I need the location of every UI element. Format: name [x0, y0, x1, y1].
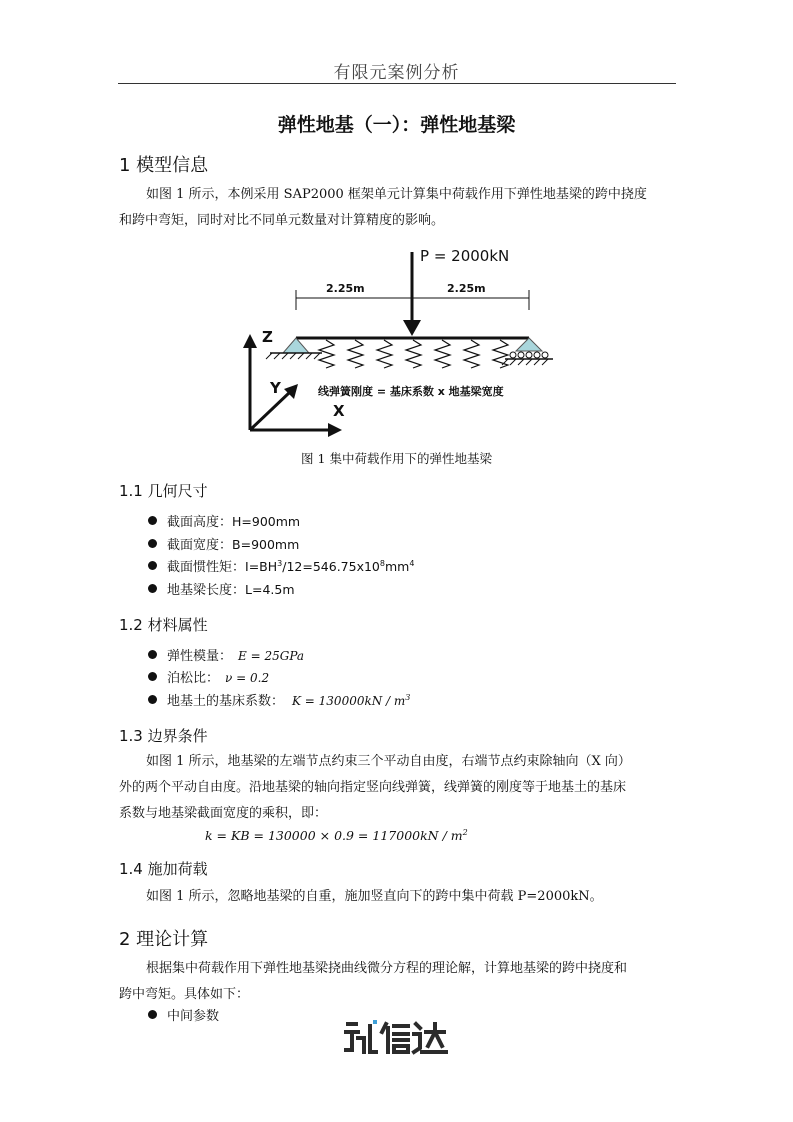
left-pin-support — [283, 338, 309, 353]
paragraph-line: 根据集中荷载作用下弹性地基梁挠曲线微分方程的理论解，计算地基梁的跨中挠度和 — [146, 961, 628, 976]
x-axis-label: X — [333, 402, 345, 420]
list-item — [148, 579, 295, 598]
right-rollers — [510, 352, 548, 358]
section-1-2-heading: 1.2 材料属性 — [119, 616, 208, 634]
list-item — [148, 690, 410, 709]
bullet-icon — [148, 695, 157, 704]
list-item — [148, 511, 300, 530]
bullet-icon — [148, 650, 157, 659]
bullet-icon — [148, 584, 157, 593]
section-1-heading: 1 模型信息 — [119, 155, 209, 176]
bullet-icon — [148, 672, 157, 681]
z-axis-arrow — [243, 334, 257, 348]
item-label: 截面高度： — [167, 515, 233, 530]
section-1-4-body — [119, 884, 675, 910]
list-item — [148, 556, 414, 575]
header-title: 有限元案例分析 — [333, 63, 460, 83]
item-value: $I=BH^3/12=546.75x10^8mm^4$ — [245, 558, 415, 574]
paragraph-line: 如图 1 所示，地基梁的左端节点约束三个平动自由度，右端节点约束除轴向（X 向） — [146, 754, 631, 769]
y-axis-label: Y — [270, 379, 281, 397]
intro-line-1: 如图 1 所示，本例采用 SAP2000 框架单元计算集中荷载作用下弹性地基梁的跨中挠度 — [146, 187, 647, 202]
spring-stiffness-note: 线弹簧刚度 = 基床系数 x 地基梁宽度 — [318, 385, 504, 398]
bullet-icon — [148, 561, 157, 570]
spring — [406, 340, 421, 368]
logo-mark-icon — [342, 1018, 452, 1058]
item-label: 截面宽度： — [167, 538, 233, 553]
item-label: 泊松比： — [167, 671, 220, 686]
item-label: 截面惯性矩： — [167, 560, 246, 575]
x-axis-arrow — [328, 423, 342, 437]
spring — [493, 340, 508, 368]
item-label: 地基梁长度： — [167, 583, 246, 598]
list-item — [148, 645, 304, 664]
section-1-3-heading: 1.3 边界条件 — [119, 727, 208, 745]
spring — [435, 340, 450, 368]
item-value: L=4.5m — [245, 582, 295, 597]
item-label: 中间参数 — [167, 1009, 220, 1024]
spring — [377, 340, 392, 368]
load-arrow-head — [403, 320, 421, 336]
item-label: 地基土的基床系数： — [167, 694, 285, 709]
section-1-intro — [119, 182, 675, 234]
spring — [319, 340, 334, 368]
figure-1-diagram — [0, 238, 793, 443]
document-title: 弹性地基（一）：弹性地基梁 — [277, 114, 516, 136]
dim-label-left: 2.25m — [326, 282, 365, 295]
paragraph-line: 如图 1 所示，忽略地基梁的自重，施加竖直向下的跨中集中荷载 P=2000kN。 — [146, 889, 603, 904]
section-1-3-body — [119, 749, 675, 827]
right-roller-support — [516, 338, 542, 351]
section-2-heading: 2 理论计算 — [119, 929, 209, 950]
right-ground-hatch — [502, 359, 548, 365]
paragraph-line: 跨中弯矩。具体如下： — [119, 987, 250, 1002]
spring — [464, 340, 479, 368]
section-2-body — [119, 956, 675, 1008]
footer-logo — [0, 1018, 793, 1062]
bullet-icon — [148, 539, 157, 548]
z-axis-label: Z — [262, 328, 273, 346]
paragraph-line: 系数与地基梁截面宽度的乘积，即： — [119, 806, 328, 821]
item-formula: E = 25GPa — [238, 649, 305, 663]
figure-1-caption: 图 1 集中荷载作用下的弹性地基梁 — [301, 451, 492, 466]
header-divider — [118, 83, 676, 84]
dim-label-right: 2.25m — [447, 282, 486, 295]
spring-group — [319, 340, 508, 368]
section-1-4-heading: 1.4 施加荷载 — [119, 860, 208, 878]
item-value: B=900mm — [232, 537, 300, 552]
item-formula: ν = 0.2 — [225, 671, 270, 685]
y-axis — [250, 392, 290, 430]
item-label: 弹性模量： — [167, 649, 233, 664]
intro-line-2: 和跨中弯矩，同时对比不同单元数量对计算精度的影响。 — [119, 213, 445, 228]
list-item — [148, 667, 269, 686]
stiffness-formula: k = KB = $130000 \times 0.9 = 117000kN / m^2$ — [205, 828, 468, 844]
section-1-1-heading: 1.1 几何尺寸 — [119, 482, 208, 500]
item-formula: $K = 130000kN / m^3$ — [292, 693, 411, 708]
paragraph-line: 外的两个平动自由度。沿地基梁的轴向指定竖向线弹簧，线弹簧的刚度等于地基土的基床 — [119, 780, 627, 795]
bullet-icon — [148, 516, 157, 525]
load-label: P = 2000kN — [420, 247, 510, 265]
list-item — [148, 534, 299, 553]
spring — [348, 340, 363, 368]
left-ground-hatch — [266, 353, 320, 359]
item-value: H=900mm — [232, 514, 301, 529]
